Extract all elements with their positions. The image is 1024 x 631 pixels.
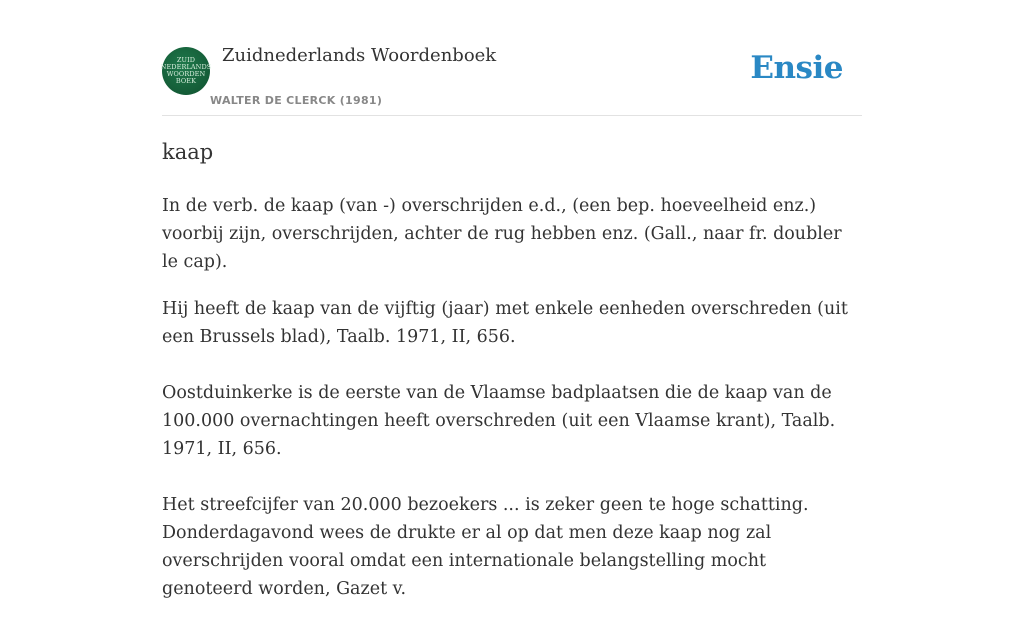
book-title-link[interactable]: Zuidnederlands Woordenboek bbox=[222, 45, 497, 66]
entry-definition: In de verb. de kaap (van -) overschrijden e.d., (een bep. hoeveelheid enz.) voorbij zijn, overschrijden, achter de rug hebben enz. (Gall., naar fr. doubler le cap). bbox=[162, 196, 842, 272]
header bbox=[162, 0, 862, 116]
logo-text-line: ZUID bbox=[176, 56, 196, 64]
entry-citation: Het streefcijfer van 20.000 bezoekers ... is zeker geen te hoge schatting. Donderdagavond wees de drukte er al op dat men deze kaap nog zal overschrijden vooral omdat een internationale belangstelling mocht genoteerd worden, Gazet v. bbox=[162, 495, 809, 599]
ensie-logo-link[interactable]: Ensie bbox=[750, 50, 843, 86]
entry-citation: Hij heeft de kaap van de vijftig (jaar) met enkele eenheden overschreden (uit een Brussels blad), Taalb. 1971, II, 656. bbox=[162, 299, 848, 347]
entry-citation: Oostduinkerke is de eerste van de Vlaamse badplaatsen die de kaap van de 100.000 overnachtingen heeft overschreden (uit een Vlaamse krant), Taalb. 1971, II, 656. bbox=[162, 383, 836, 459]
logo-text-line: BOEK bbox=[175, 77, 197, 85]
book-author: WALTER DE CLERCK (1981) bbox=[210, 94, 383, 107]
book-logo-icon[interactable] bbox=[162, 47, 210, 95]
logo-text-line: WOORDEN bbox=[166, 70, 206, 78]
logo-text-line: NEDERLANDS bbox=[160, 63, 212, 71]
entry-body bbox=[162, 192, 862, 631]
entry-headword: kaap bbox=[162, 140, 214, 164]
page bbox=[160, 0, 862, 599]
